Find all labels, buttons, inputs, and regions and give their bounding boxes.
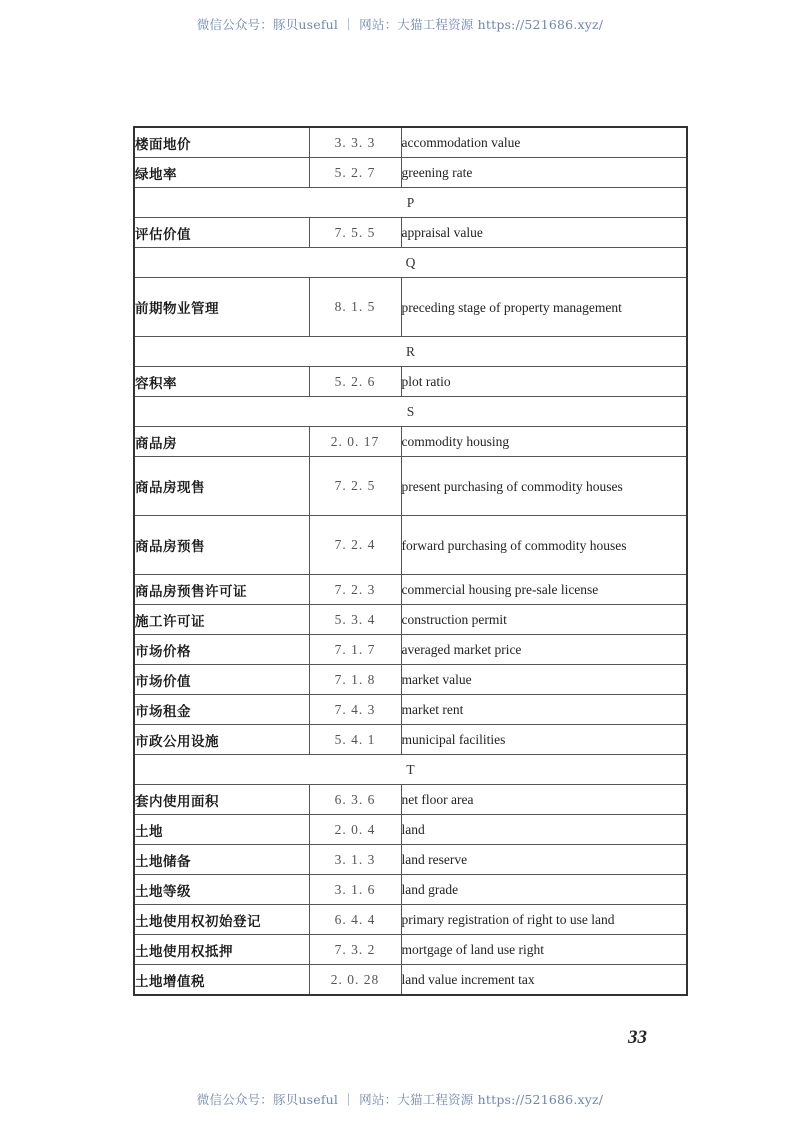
term-row [134, 725, 687, 755]
chinese-term: 商品房预售 [134, 516, 309, 575]
letter-section-row [134, 755, 687, 785]
chinese-term: 市政公用设施 [134, 725, 309, 755]
section-letter: P [134, 188, 687, 218]
chinese-term: 楼面地价 [134, 127, 309, 158]
english-term: land [401, 815, 687, 845]
chinese-term: 前期物业管理 [134, 278, 309, 337]
chinese-term: 市场租金 [134, 695, 309, 725]
chinese-term: 绿地率 [134, 158, 309, 188]
english-term: accommodation value [401, 127, 687, 158]
section-number: 3. 1. 3 [309, 845, 401, 875]
chinese-term: 商品房 [134, 427, 309, 457]
section-number: 7. 4. 3 [309, 695, 401, 725]
term-row [134, 158, 687, 188]
section-letter: R [134, 337, 687, 367]
section-number: 7. 1. 7 [309, 635, 401, 665]
chinese-term: 土地使用权初始登记 [134, 905, 309, 935]
section-number: 5. 2. 7 [309, 158, 401, 188]
section-number: 7. 5. 5 [309, 218, 401, 248]
section-number: 3. 1. 6 [309, 875, 401, 905]
watermark-bottom: 微信公众号：豚贝useful ｜ 网站：大猫工程资源 https://521686.xyz/ [196, 1092, 604, 1107]
chinese-term: 施工许可证 [134, 605, 309, 635]
english-term: land grade [401, 875, 687, 905]
term-row [134, 427, 687, 457]
term-row [134, 935, 687, 965]
english-term: forward purchasing of commodity houses [401, 516, 687, 575]
english-term: appraisal value [401, 218, 687, 248]
english-term: commodity housing [401, 427, 687, 457]
section-number: 7. 2. 4 [309, 516, 401, 575]
chinese-term: 土地等级 [134, 875, 309, 905]
term-row [134, 278, 687, 337]
term-row [134, 457, 687, 516]
chinese-term: 土地 [134, 815, 309, 845]
term-row [134, 575, 687, 605]
term-row [134, 815, 687, 845]
section-number: 6. 4. 4 [309, 905, 401, 935]
section-number: 5. 4. 1 [309, 725, 401, 755]
section-number: 6. 3. 6 [309, 785, 401, 815]
english-term: market value [401, 665, 687, 695]
english-term: land value increment tax [401, 965, 687, 996]
letter-section-row [134, 337, 687, 367]
chinese-term: 容积率 [134, 367, 309, 397]
page-number: 33 [628, 1027, 647, 1048]
chinese-term: 商品房现售 [134, 457, 309, 516]
term-row [134, 605, 687, 635]
term-row [134, 665, 687, 695]
chinese-term: 市场价值 [134, 665, 309, 695]
section-number: 7. 2. 5 [309, 457, 401, 516]
english-term: present purchasing of commodity houses [401, 457, 687, 516]
english-term: greening rate [401, 158, 687, 188]
section-number: 8. 1. 5 [309, 278, 401, 337]
chinese-term: 土地储备 [134, 845, 309, 875]
english-term: land reserve [401, 845, 687, 875]
watermark-top: 微信公众号：豚贝useful ｜ 网站：大猫工程资源 https://521686.xyz/ [196, 17, 604, 32]
term-row [134, 635, 687, 665]
term-row [134, 516, 687, 575]
english-term: averaged market price [401, 635, 687, 665]
section-number: 7. 3. 2 [309, 935, 401, 965]
section-letter: Q [134, 248, 687, 278]
section-number: 2. 0. 17 [309, 427, 401, 457]
section-number: 7. 1. 8 [309, 665, 401, 695]
term-row [134, 845, 687, 875]
term-row [134, 127, 687, 158]
chinese-term: 评估价值 [134, 218, 309, 248]
chinese-term: 土地使用权抵押 [134, 935, 309, 965]
english-term: mortgage of land use right [401, 935, 687, 965]
section-number: 2. 0. 4 [309, 815, 401, 845]
chinese-term: 土地增值税 [134, 965, 309, 996]
term-row [134, 695, 687, 725]
section-number: 3. 3. 3 [309, 127, 401, 158]
section-number: 5. 2. 6 [309, 367, 401, 397]
glossary-table-body [134, 127, 687, 995]
english-term: plot ratio [401, 367, 687, 397]
term-row [134, 218, 687, 248]
letter-section-row [134, 248, 687, 278]
english-term: preceding stage of property management [401, 278, 687, 337]
chinese-term: 套内使用面积 [134, 785, 309, 815]
term-row [134, 367, 687, 397]
section-letter: T [134, 755, 687, 785]
letter-section-row [134, 188, 687, 218]
section-number: 5. 3. 4 [309, 605, 401, 635]
english-term: construction permit [401, 605, 687, 635]
chinese-term: 商品房预售许可证 [134, 575, 309, 605]
glossary-table [133, 126, 688, 996]
term-row [134, 965, 687, 996]
section-number: 7. 2. 3 [309, 575, 401, 605]
english-term: municipal facilities [401, 725, 687, 755]
letter-section-row [134, 397, 687, 427]
english-term: net floor area [401, 785, 687, 815]
section-number: 2. 0. 28 [309, 965, 401, 996]
section-letter: S [134, 397, 687, 427]
term-row [134, 905, 687, 935]
chinese-term: 市场价格 [134, 635, 309, 665]
term-row [134, 785, 687, 815]
english-term: primary registration of right to use land [401, 905, 687, 935]
english-term: commercial housing pre-sale license [401, 575, 687, 605]
term-row [134, 875, 687, 905]
english-term: market rent [401, 695, 687, 725]
